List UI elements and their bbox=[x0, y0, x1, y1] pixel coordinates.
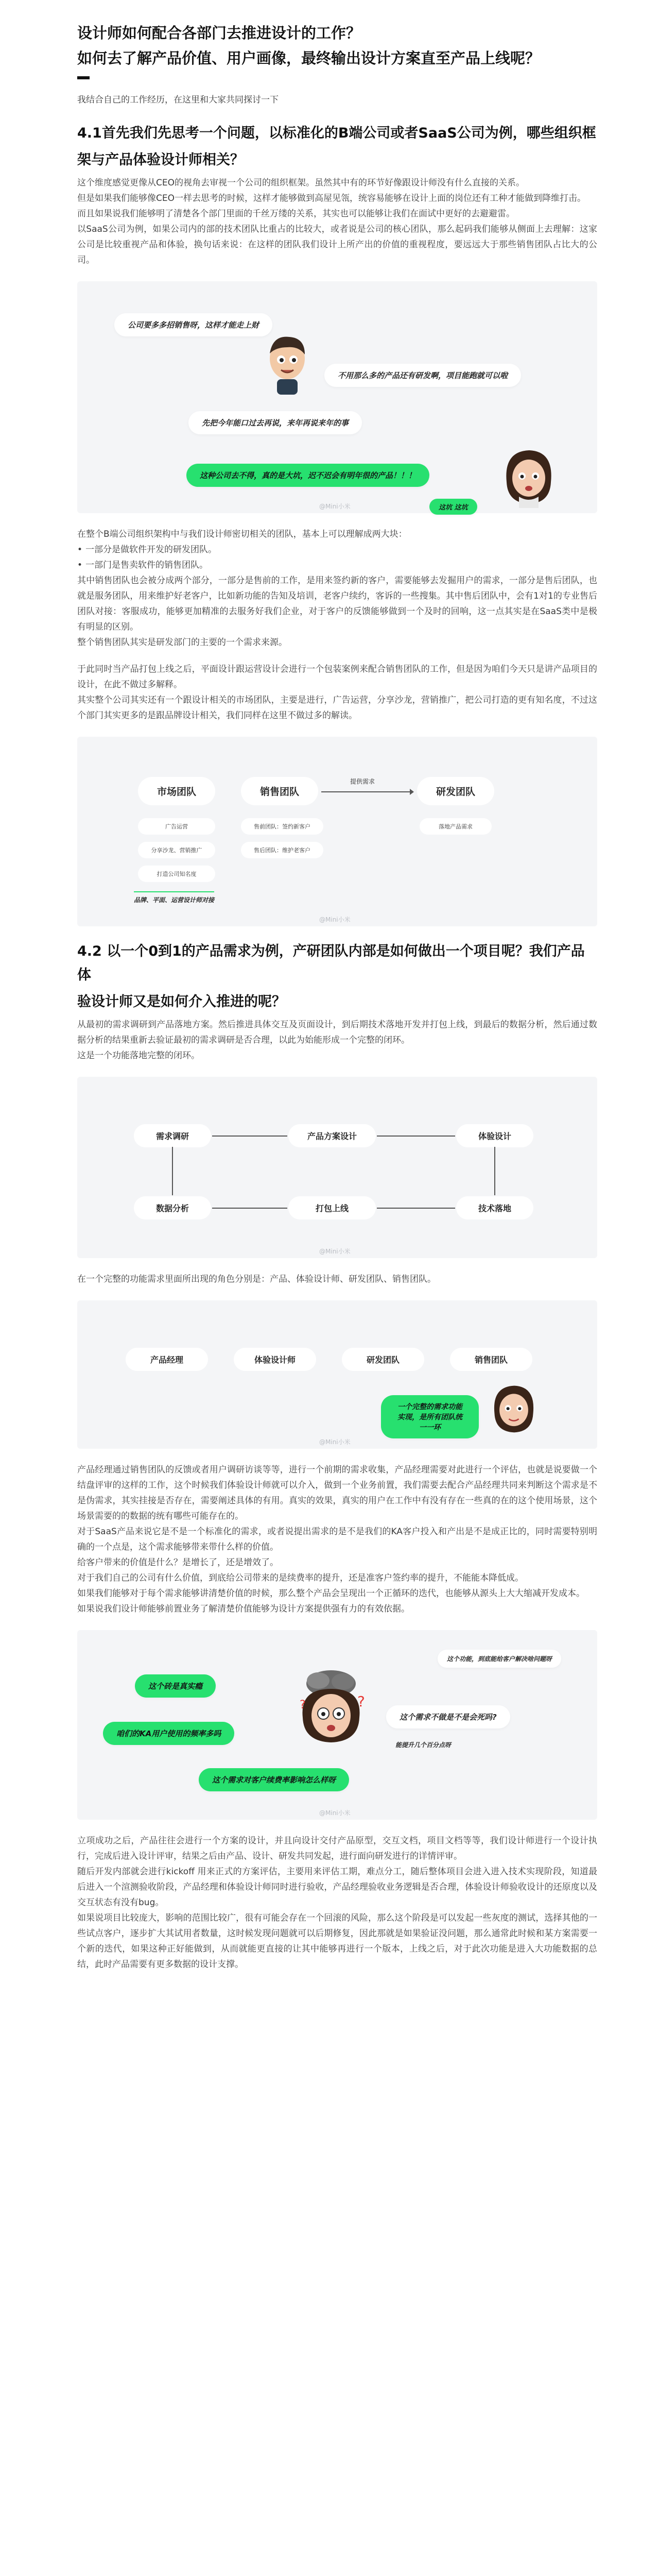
designer-avatar-icon bbox=[489, 1381, 539, 1437]
section2-paragraph: 立项成功之后，产品往往会进行一个方案的设计，并且向设计交付产品原型，交互文档，项目文档等等，我们设计师进行一个设计执行，完成后进入设计评审，结果之后由产品、设计、研发共同发起，进行面向研发进行的详情评审。 bbox=[77, 1836, 597, 1861]
speech-bubble-green: 咱们的KA用户使用的频率多吗 bbox=[103, 1722, 234, 1745]
section2-title-b: 验设计师又是如何介入推进的呢？ bbox=[77, 994, 286, 1010]
speech-bubble-green: 这坑 这坑 bbox=[429, 499, 477, 515]
speech-bubble-green: 这个砖是真实瘾 bbox=[135, 1674, 216, 1698]
sales-team-node: 销售团队 bbox=[241, 777, 318, 805]
speech-bubble-green: 这个需求对客户续费率影响怎么样呀 bbox=[199, 1768, 349, 1791]
market-tag: 广告运营 bbox=[138, 818, 215, 835]
comic-illustration-1 bbox=[77, 281, 597, 513]
section2-paragraph: 如果说我们设计师能够前置业务了解清楚价值能够为设计方案提供强有力的有效依据。 bbox=[77, 1604, 410, 1614]
market-team-node: 市场团队 bbox=[138, 777, 215, 805]
title-divider bbox=[77, 76, 90, 79]
feedback-label: 提供需求 bbox=[350, 778, 375, 785]
section1-paragraph: 在整个B端公司组织架构中与我们设计师密切相关的团队，基本上可以理解成两大块： bbox=[77, 529, 407, 539]
dev-tag: 落地产品需求 bbox=[420, 818, 492, 835]
section2-paragraph: 对于我们自己的公司有什么价值，到底给公司带来的是续费率的提升，还是准客户签约率的提升，不能能本降低成。 bbox=[77, 1573, 524, 1583]
watermark: @Mini小米 bbox=[319, 1438, 351, 1446]
arrow-head-icon bbox=[410, 789, 414, 795]
org-diagram bbox=[77, 737, 597, 926]
role-node: 研发团队 bbox=[342, 1348, 424, 1371]
market-tag: 打造公司知名度 bbox=[138, 866, 215, 882]
watermark: @Mini小米 bbox=[319, 1809, 351, 1817]
flow-arrow bbox=[494, 1147, 495, 1195]
section2-paragraph: 产品经理通过销售团队的反馈或者用户调研访谈等等，进行一个前期的需求收集，产品经理需要对此进行一个评估，也就是说要做一个结盘评审的这样的工作，这个时候我们体验设计师就可以介入，做到一个业务前置，我们需要去配合产品经理共同来判断这个需求是不是伪需求，其实挂接是否存在，需要阐述具体的有用。真实的效果，真实的用户在工作中有没有存在一些真的在的这个使用场景，这个场景需要的的数据的统有哪些可能存在的。 bbox=[77, 1465, 597, 1521]
flow-node: 产品方案设计 bbox=[288, 1124, 376, 1147]
designer-avatar-icon bbox=[500, 446, 557, 508]
svg-text:?: ? bbox=[357, 1693, 365, 1710]
section1-paragraph: 以SaaS公司为例，如果公司内的部的技术团队比重占的比较大，或者说是公司的核心团队，那么起码我们能够从侧面上去理解：这家公司是比较重视产品和体验，换句话来说：在这样的团队我们设计上所产出的价值的重视程度，要远远大于那些销售团队占比大的公司。 bbox=[77, 224, 597, 265]
flow-node: 打包上线 bbox=[288, 1196, 376, 1219]
speech-bubble: 不用那么多的产品还有研发啊，项目能跑就可以啦 bbox=[324, 364, 521, 387]
section1-paragraph: 其中销售团队也会被分成两个部分，一部分是售前的工作，是用来签约新的客户，需要能够去发掘用户的需求，一部分是售后团队，也就是服务团队，用来维护好老客户，比如新功能的告知及培训，老客户续约，客诉的一些搜集。其中售后团队中，会有1对1的专业售后团队对接：客服成功，能够更加精准的去服务好我们企业，对于客户的反馈能够做到一个及时的回响，这一点其实是在SaaS类中是极有明显的区别。 bbox=[77, 575, 597, 632]
arrow-line bbox=[321, 791, 413, 792]
section2-paragraph: 如果我们能够对于每个需求能够讲清楚价值的时候，那么整个产品会呈现出一个正循环的迭代，也能够从源头上大大缩减开发成本。 bbox=[77, 1588, 585, 1599]
flow-node: 技术落地 bbox=[456, 1196, 533, 1219]
flow-node: 数据分析 bbox=[134, 1196, 211, 1219]
roles-diagram bbox=[77, 1300, 597, 1449]
speech-bubble: 这个需求不做是不是会死吗? bbox=[386, 1705, 510, 1728]
role-node: 产品经理 bbox=[126, 1348, 208, 1371]
section1-paragraph: 于此同时当产品打包上线之后，平面设计跟运营设计会进行一个包装案例来配合销售团队的工作，但是因为咱们今天只是讲产品项目的设计，在此不做过多解释。 bbox=[77, 664, 597, 690]
market-tag: 分享沙龙、营销推广 bbox=[138, 842, 215, 858]
flow-node: 体验设计 bbox=[456, 1124, 533, 1147]
section2-paragraph: 在一个完整的功能需求里面所出现的角色分别是：产品、体验设计师、研发团队、销售团队。 bbox=[77, 1274, 436, 1284]
section1-paragraph: 其实整个公司其实还有一个跟设计相关的市场团队，主要是进行，广告运营，分享沙龙，营销推广，把公司打造的更有知名度，不过这个部门其实更多的是跟品牌设计相关，我们同样在这里不做过多的解读。 bbox=[77, 695, 597, 721]
section2-paragraph: 对于SaaS产品来说它是不是一个标准化的需求，或者说提出需求的是不是我们的KA客户投入和产出是不是成正比的，同时需要特别明确的一个点是，这个需求能够带来带什么样的价值。 bbox=[77, 1527, 597, 1552]
section1-paragraph: 整个销售团队其实是研发部门的主要的一个需求来源。 bbox=[77, 637, 287, 648]
role-node: 销售团队 bbox=[450, 1348, 532, 1371]
ceo-avatar-icon bbox=[263, 333, 312, 395]
list-item: • 一部分是做软件开发的研发团队。 bbox=[77, 542, 597, 557]
section2-paragraph: 给客户带来的价值是什么？是增长了，还是增效了。 bbox=[77, 1557, 279, 1568]
flow-diagram bbox=[77, 1077, 597, 1258]
flow-arrow bbox=[172, 1147, 173, 1195]
section2-paragraph: 从最初的需求调研到产品落地方案。然后推进具体交互及页面设计，到后期技术落地开发并打包上线，到最后的数据分析，然后通过数据分析的结果重新去验证最初的需求调研是否合理，以此为始能形成一个完整的闭环。 bbox=[77, 1020, 597, 1045]
section2-paragraph: 随后开发内部就会进行kickoff 用来正式的方案评估，主要用来评估工期，难点分工，随后整体项目会进入进入技术实现阶段，知道最后进入一个渲测验收阶段，产品经理和体验设计师同时进行验收，产品经理验收业务逻辑是否合理，体验设计师验收设计的还原度以及交互状态有没有bug。 bbox=[77, 1867, 597, 1908]
speech-bubble-green: 这种公司去不得，真的是大坑，迟不迟会有明年很的产品！！！ bbox=[186, 464, 429, 487]
sales-tag: 售后团队：维护老客户 bbox=[241, 842, 323, 858]
article-title-line2: 如何去了解产品价值、用户画像，最终输出设计方案直至产品上线呢？ bbox=[77, 49, 541, 67]
watermark: @Mini小米 bbox=[319, 916, 351, 923]
section1-paragraph: 而且如果说我们能够明了清楚各个部门里面的千丝万缕的关系，其实也可以能够让我们在面试中更好的去避避雷。 bbox=[77, 209, 515, 219]
dev-team-node: 研发团队 bbox=[417, 777, 494, 805]
thinking-avatar-icon bbox=[292, 1666, 370, 1743]
list-item: • 一部门是售卖软件的销售团队。 bbox=[77, 557, 597, 573]
section1-paragraph: 这个维度感觉更像从CEO的视角去审视一个公司的组织框架。虽然其中有的环节好像跟设计师没有什么直接的关系。 bbox=[77, 178, 525, 188]
speech-bubble: 这个功能，到底能给客户解决啥问题呀 bbox=[438, 1650, 561, 1668]
role-node: 体验设计师 bbox=[234, 1348, 316, 1371]
speech-note: 能提升几个百分点呀 bbox=[395, 1741, 452, 1749]
speech-bubble: 先把今年能口过去再说，来年再说来年的事 bbox=[188, 411, 362, 434]
comic-illustration-2 bbox=[77, 1630, 597, 1820]
sales-tag: 售前团队：签约新客户 bbox=[241, 818, 323, 835]
section2-paragraph: 如果说项目比较庞大，影响的范围比较广，很有可能会存在一个回滚的风险，那么这个阶段是可以发起一些灰度的测试，选择其他的一些试点客户，逐步扩大其试用者数量，这时候发现问题就可以后期修复，因此那就是如果验证没问题，那么通常此时候和某方案需要一个新的迭代，如果这种正好能做到，从而就能更直接的让其中能够再进行一个版本，上线之后，对于此次功能是进入大功能数据的总结，此时产品需要有更多数据的设计支撑。 bbox=[77, 1913, 597, 1970]
flow-arrow bbox=[377, 1136, 455, 1137]
section2-paragraph: 这是一个功能落地完整的闭环。 bbox=[77, 1050, 200, 1061]
section1-paragraph: 但是如果我们能够像CEO一样去思考的时候，这样才能够做到高屋见瓴，统容易能够在设计上面的岗位还有工种才能做到降维打击。 bbox=[77, 193, 586, 204]
flow-node: 需求调研 bbox=[134, 1124, 211, 1147]
section2-title-a: 4.2 以一个0到1的产品需求为例，产研团队内部是如何做出一个项目呢？我们产品体 bbox=[77, 943, 585, 983]
watermark: @Mini小米 bbox=[319, 503, 351, 510]
article-title-line1: 设计师如何配合各部门去推进设计的工作？ bbox=[77, 24, 361, 42]
flow-arrow bbox=[212, 1136, 287, 1137]
market-note: 品牌、平面、运营设计师对接 bbox=[134, 891, 214, 904]
flow-arrow bbox=[212, 1208, 287, 1209]
watermark: @Mini小米 bbox=[319, 1248, 351, 1255]
speech-bubble-green: 一个完整的需求功能实现，是所有团队统一一环 bbox=[381, 1395, 479, 1438]
intro-text: 我结合自己的工作经历，在这里和大家共同探讨一下 bbox=[77, 95, 279, 105]
speech-bubble: 公司要多多招销售呀，这样才能走上财 bbox=[114, 313, 272, 336]
section1-title-a: 4.1首先我们先思考一个问题，以标准化的B端公司或者SaaS公司为例，哪些组织框 bbox=[77, 125, 596, 141]
svg-text:?: ? bbox=[300, 1699, 306, 1711]
section1-title-b: 架与产品体验设计师相关？ bbox=[77, 152, 244, 168]
flow-arrow bbox=[377, 1208, 455, 1209]
